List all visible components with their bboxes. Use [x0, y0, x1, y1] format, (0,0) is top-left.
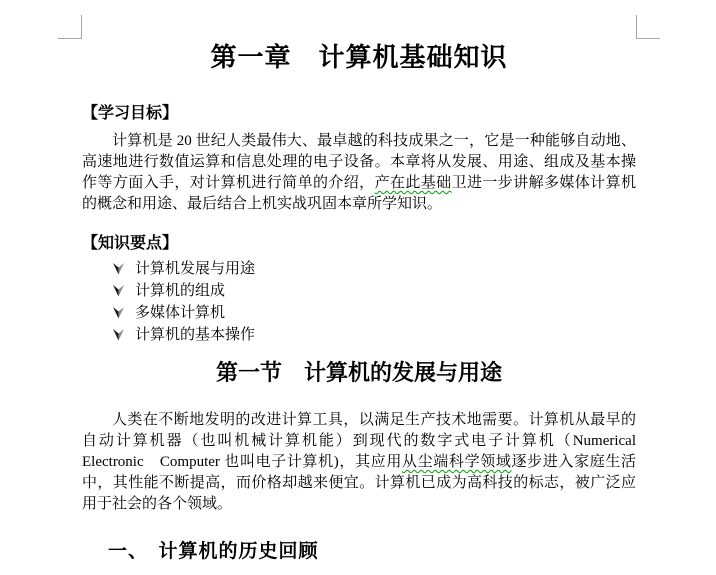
- list-item: [82, 256, 636, 278]
- chapter-title: 第一章 计算机基础知识: [210, 43, 508, 72]
- section-paragraph-text-cont: 逐步进入家庭生活中，其性能不断提高，而价格却越来便宜。计算机已成为高科技的标志，被广泛应用于社会的各个领域。: [82, 454, 636, 512]
- arrow-bullet-icon: [112, 328, 125, 341]
- list-item: [82, 322, 636, 344]
- section-title: 第一节 计算机的发展与用途: [215, 360, 502, 385]
- list-item-label: 计算机的组成: [135, 282, 226, 299]
- key-points-list: [82, 256, 636, 344]
- text-boundary-mark-top-right: [636, 15, 660, 39]
- objectives-paragraph-text-cont: 卫进一步讲解多媒体计算机的概念和用途、最后结合上机实战巩固本章所学知识。: [82, 175, 636, 212]
- objectives-paragraph: [82, 131, 636, 215]
- text-boundary-mark-top-left: [58, 15, 82, 39]
- list-item: [82, 278, 636, 300]
- objectives-paragraph-text: 计算机是 20 世纪人类最伟大、最卓越的科技成果之一，它是一种能够自动地、高速地进行数值运算和信息处理的电子设备。本章将从发展、用途、组成及基本操作等方面入手，对计算机进行简单的介绍，: [82, 133, 636, 191]
- section-paragraph: [82, 410, 636, 515]
- proofing-flagged-text: 从尘端科学领域: [402, 454, 512, 470]
- list-item-label: 多媒体计算机: [135, 304, 226, 321]
- arrow-bullet-icon: [112, 262, 125, 275]
- proofing-flagged-text: 产在此基础: [374, 175, 452, 191]
- section-paragraph-text: 人类在不断地发明的改进计算工具，以满足生产技术地需要。计算机从最早的自动计算机器（也叫机械计算机能）到现代的数字式电子计算机（Numerical Electronic Computer 也叫电子计算机)，其应用: [82, 412, 636, 470]
- arrow-bullet-icon: [112, 306, 125, 319]
- list-item-label: 计算机的基本操作: [135, 326, 256, 343]
- list-item: [82, 300, 636, 322]
- subsection-heading: 一、 计算机的历史回顾: [108, 541, 319, 562]
- learning-objectives-label: 【学习目标】: [82, 105, 179, 122]
- key-points-label: 【知识要点】: [82, 235, 179, 252]
- arrow-bullet-icon: [112, 284, 125, 297]
- list-item-label: 计算机发展与用途: [135, 260, 256, 277]
